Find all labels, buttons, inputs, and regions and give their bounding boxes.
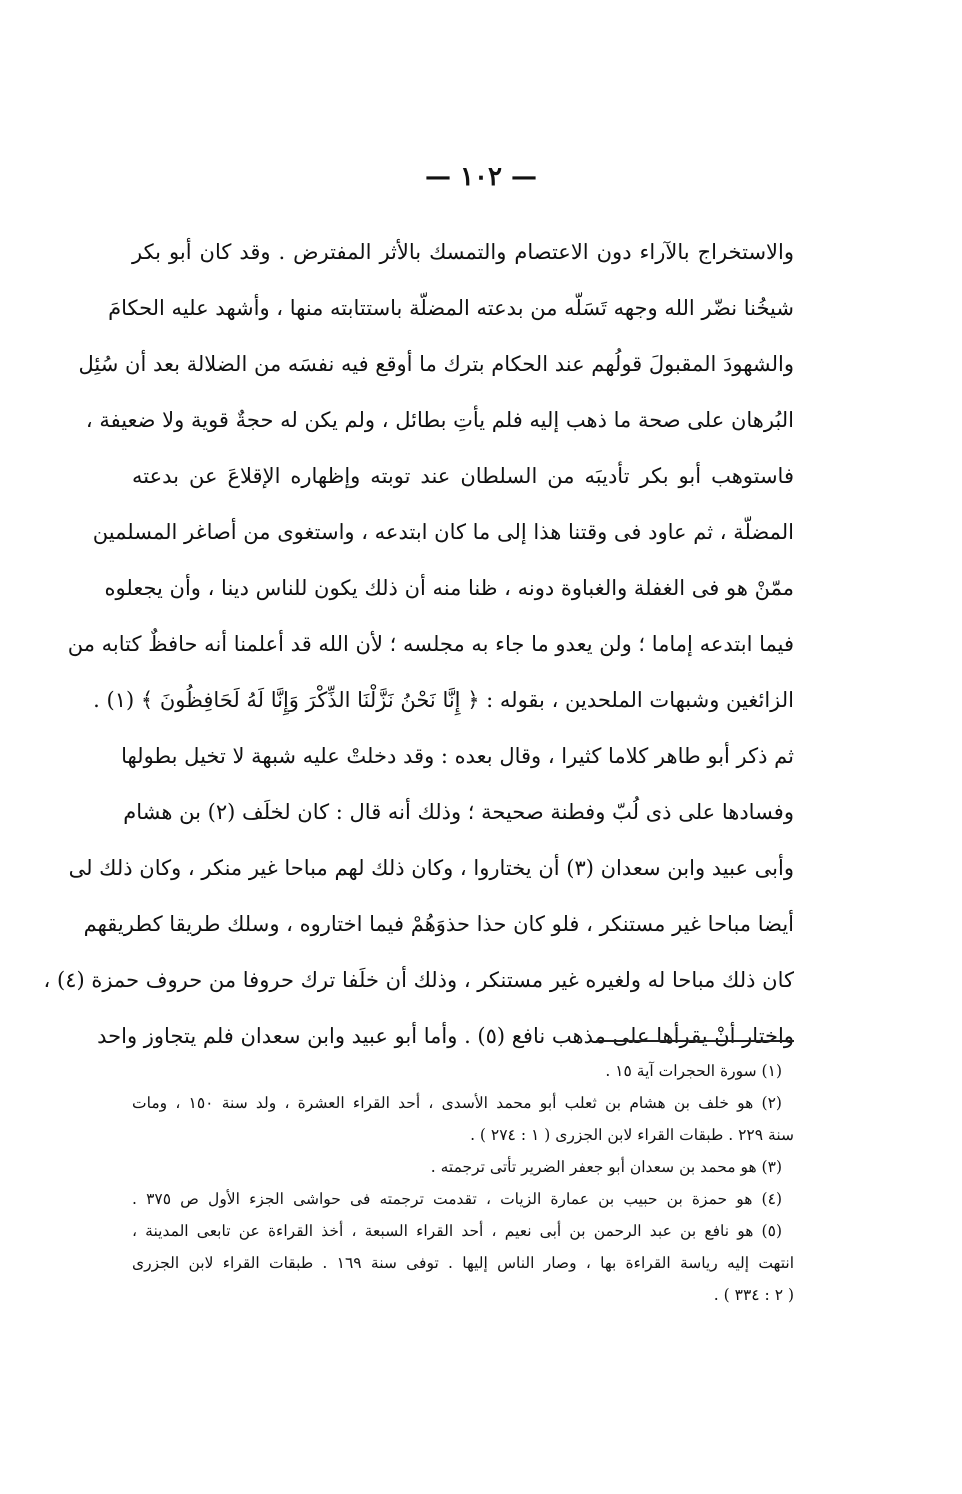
text-line: والاستخراج بالآراء دون الاعتصام والتمسك بالأثر المفترض . وقد كان أبو بكر	[132, 240, 794, 264]
main-text	[43, 228, 794, 1068]
text-line: كان ذلك مباحا له ولغيره غير مستنكر ، وذلك أن خلَفا ترك حروفا من حروف حمزة (٤) ،	[43, 968, 794, 992]
text-line: ثم ذكر أبو طاهر كلاما كثيرا ، وقال بعده : وقد دخلتْ عليه شبهة لا تخيل بطولها	[121, 744, 794, 768]
text-line: واختار أنْ يقرأها على مذهب نافع (٥) . وأما أبو عبيد وابن سعدان فلم يتجاوز واحد	[97, 1024, 794, 1048]
footnote-line: سنة ٢٢٩ . طبقات القراء لابن الجزرى ( ١ : ٢٧٤ ) .	[470, 1126, 794, 1144]
text-line: والشهودَ المقبولَ قولُهم عند الحكام بترك ما أوقع فيه نفسَه من الضلالة بعد أن سُئِل	[78, 352, 794, 376]
text-line: وفسادها على ذى لُبّ وفطنة صحيحة ؛ وذلك أنه قال : كان لخلَف (٢) بن هشام	[123, 800, 794, 824]
footnote-line: انتهت إليه رياسة القراءة بها ، وصار الناس إليها . توفى سنة ١٦٩ . طبقات القراء لابن الجزرى	[132, 1254, 794, 1272]
footnotes	[132, 1056, 794, 1312]
footnote-line: (٤) هو حمزة بن حبيب بن عمارة الزيات ، تقدمت ترجمته فى حواشى الجزء الأول ص ٣٧٥ .	[132, 1190, 782, 1208]
text-line: أيضا مباحا غير مستنكر ، فلو كان حذا حذوَهُمْ فيما اختاروه ، وسلك طريقا كطريقهم	[83, 912, 794, 936]
footnote-divider	[596, 1040, 794, 1042]
footnote-line: (٣) هو محمد بن سعدان أبو جعفر الضرير تأتى ترجمته .	[430, 1158, 782, 1176]
text-line: المضلّة ، ثم عاود فى وقتنا هذا إلى ما كان ابتدعه ، واستغوى من أصاغر المسلمين	[92, 520, 794, 544]
footnote-line: (١) سورة الحجرات آية ١٥ .	[605, 1062, 782, 1080]
text-line: ممّنْ هو فى الغفلة والغباوة دونه ، ظنا منه أن ذلك يكون للناس دينا ، وأن يجعلوه	[104, 576, 794, 600]
footnote-line: ( ٢ : ٣٣٤ ) .	[713, 1286, 794, 1304]
text-line: الزائغين وشبهات الملحدين ، بقوله : ﴿ إِنَّا نَحْنُ نَزَّلْنَا الذِّكْرَ وَإِنَّا لَهُ لَحَافِظُونَ ﴾ (١) .	[93, 688, 794, 712]
text-line: البُرهان على صحة ما ذهب إليه فلم يأتِ بطائل ، ولم يكن له حجةٌ قوية ولا ضعيفة ،	[85, 408, 794, 432]
text-line: فاستوهب أبو بكر تأديبَه من السلطان عند توبته وإظهاره الإقلاعَ عن بدعته	[132, 464, 794, 488]
text-line: فيما ابتدعه إماما ؛ ولن يعدو ما جاء به مجلسه ؛ لأن الله قد أعلمنا أنه حافظٌ كتابه من	[67, 632, 794, 656]
footnote-line: (٥) هو نافع بن عبد الرحمن بن أبى نعيم ، أحد القراء السبعة ، أخذ القراءة عن تابعى المدينة ،	[132, 1222, 782, 1240]
text-line: شيخُنا نضّر الله وجهه تَسَلّه من بدعته المضلّة باستتابته منها ، وأشهد عليه الحكامَ	[108, 296, 794, 320]
text-line: وأبى عبيد وابن سعدان (٣) أن يختاروا ، وكان ذلك لهم مباحا غير منكر ، وكان ذلك لى	[68, 856, 794, 880]
footnote-line: (٢) هو خلف بن هشام بن ثعلب أبو محمد الأسدى ، أحد القراء العشرة ، ولد سنة ١٥٠ ، ومات	[132, 1094, 782, 1112]
page-number: — ١٠٢ —	[424, 162, 538, 192]
